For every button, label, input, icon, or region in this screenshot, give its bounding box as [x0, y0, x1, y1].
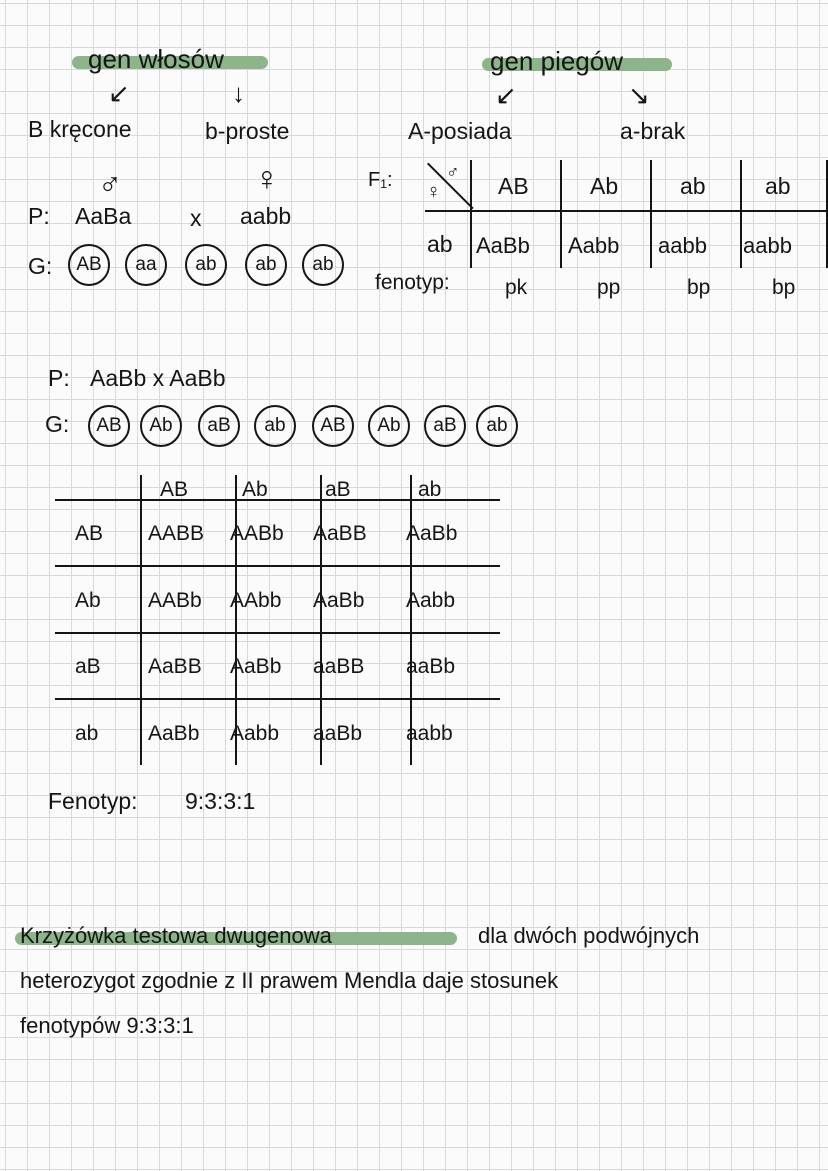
- parent2-genotype: aabb: [240, 203, 292, 229]
- divider: [560, 160, 562, 268]
- punnett-cell: AABb: [230, 522, 284, 545]
- f1-header-cell: ab: [680, 173, 706, 199]
- punnett-cell: AaBb: [406, 522, 458, 545]
- punnett-cell: Aabb: [406, 589, 456, 612]
- punnett-cell: aaBB: [313, 655, 365, 678]
- f1-phenotype: bp: [687, 276, 711, 299]
- f1-cell: aabb: [743, 233, 792, 258]
- f1-row-label: ab: [427, 231, 453, 257]
- gamete-circle: aB: [198, 405, 240, 447]
- divider: [425, 210, 828, 212]
- punnett-row-label: Ab: [75, 589, 101, 612]
- male-symbol-icon: ♂: [446, 162, 460, 182]
- punnett-row-label: aB: [75, 655, 101, 678]
- dominant-allele-label: B kręcone: [28, 116, 132, 142]
- f1-phenotype: pp: [597, 276, 621, 299]
- f1-cell: Aabb: [568, 233, 620, 258]
- gamete-circle: AB: [68, 244, 110, 286]
- arrow-icon: ↓: [232, 78, 245, 108]
- divider: [55, 632, 500, 634]
- punnett-cell: aabb: [406, 722, 453, 745]
- punnett-cell: aaBb: [406, 655, 456, 678]
- gamete-circle: ab: [476, 405, 518, 447]
- f1-label: F₁:: [368, 169, 393, 191]
- summary-line3: fenotypów 9:3:3:1: [20, 1013, 194, 1038]
- f1-phenotype: bp: [772, 276, 796, 299]
- g-label: G:: [45, 411, 70, 437]
- gamete-circle: ab: [185, 244, 227, 286]
- g-label: G:: [28, 253, 53, 279]
- p-label: P:: [48, 365, 70, 391]
- parent1-genotype: AaBa: [75, 203, 132, 229]
- punnett-cell: AAbb: [230, 589, 282, 612]
- gamete-circle: aa: [125, 244, 167, 286]
- f1-phenotype: pk: [505, 276, 528, 299]
- female-symbol-icon: ♀: [254, 160, 280, 198]
- p-label: P:: [28, 203, 50, 229]
- f1-header-cell: Ab: [590, 173, 619, 199]
- phenotype-label: Fenotyp:: [48, 788, 138, 814]
- punnett-cell: AaBb: [230, 655, 282, 678]
- punnett-cell: AaBB: [148, 655, 202, 678]
- summary-highlighted: Krzyżówka testowa dwugenowa: [20, 923, 332, 948]
- divider: [140, 475, 142, 765]
- right-gene-title: gen piegów: [490, 46, 623, 76]
- arrow-icon: ↙: [495, 80, 517, 110]
- gamete-circle: ab: [245, 244, 287, 286]
- arrow-icon: ↘: [628, 80, 650, 110]
- phenotype-ratio: 9:3:3:1: [185, 788, 256, 814]
- divider: [650, 160, 652, 268]
- divider: [55, 565, 500, 567]
- gamete-circle: ab: [254, 405, 296, 447]
- gamete-circle: Ab: [140, 405, 182, 447]
- parents-genotypes: AaBb x AaBb: [90, 365, 226, 391]
- dominant-allele-label: A-posiada: [408, 118, 512, 144]
- punnett-cell: AaBb: [313, 589, 365, 612]
- punnett-cell: aaBb: [313, 722, 363, 745]
- phenotype-label: fenotyp:: [375, 271, 450, 294]
- punnett-row-label: ab: [75, 722, 99, 745]
- f1-cell: AaBb: [476, 233, 530, 258]
- gamete-circle: Ab: [368, 405, 410, 447]
- punnett-header-cell: aB: [325, 478, 351, 501]
- punnett-cell: AABb: [148, 589, 202, 612]
- punnett-row-label: AB: [75, 522, 104, 545]
- divider: [740, 160, 742, 268]
- summary-line2: heterozygot zgodnie z II prawem Mendla daje stosunek: [20, 968, 559, 993]
- f1-cell: aabb: [658, 233, 707, 258]
- f1-header-cell: AB: [498, 173, 529, 199]
- f1-header-cell: ab: [765, 173, 791, 199]
- gamete-circle: aB: [424, 405, 466, 447]
- gamete-circle: AB: [312, 405, 354, 447]
- left-gene-title: gen włosów: [88, 44, 224, 74]
- cross-symbol: x: [190, 205, 202, 231]
- punnett-header-cell: AB: [160, 478, 189, 501]
- punnett-cell: AaBB: [313, 522, 367, 545]
- punnett-header-cell: ab: [418, 478, 442, 501]
- punnett-cell: AABB: [148, 522, 205, 545]
- punnett-header-cell: Ab: [242, 478, 268, 501]
- divider: [55, 698, 500, 700]
- punnett-cell: Aabb: [230, 722, 280, 745]
- gamete-circle: ab: [302, 244, 344, 286]
- female-symbol-icon: ♀: [426, 181, 441, 203]
- summary-line1: dla dwóch podwójnych: [478, 923, 700, 948]
- male-symbol-icon: ♂: [98, 166, 122, 202]
- gamete-circle: AB: [88, 405, 130, 447]
- recessive-allele-label: a-brak: [620, 118, 686, 144]
- arrow-icon: ↙: [108, 78, 130, 108]
- punnett-cell: AaBb: [148, 722, 200, 745]
- divider: [470, 160, 472, 268]
- recessive-allele-label: b-proste: [205, 118, 290, 144]
